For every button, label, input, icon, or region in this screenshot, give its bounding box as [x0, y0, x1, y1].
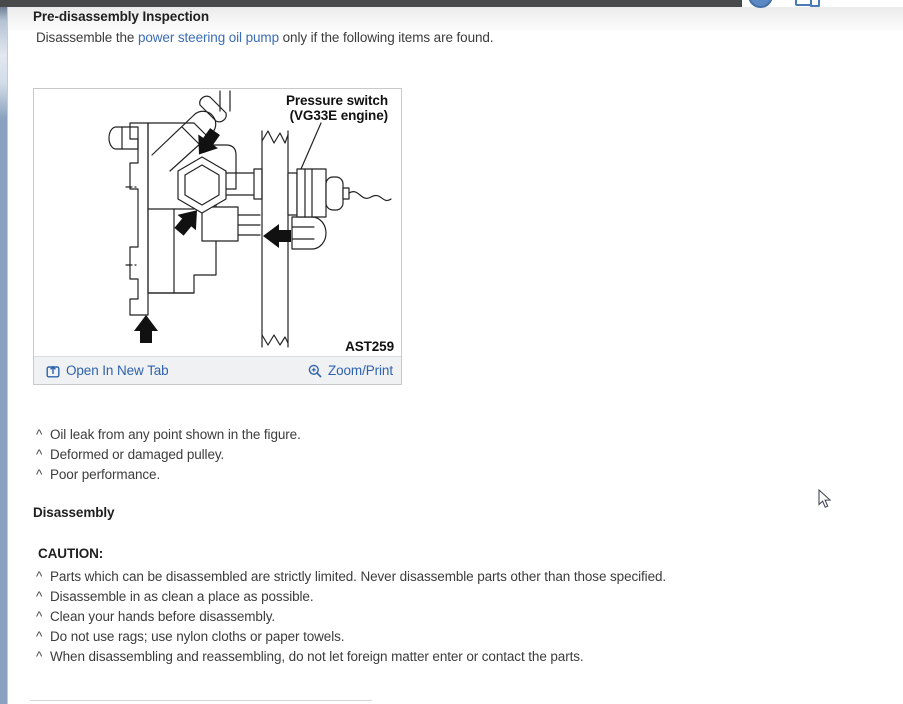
caret-bullet: ^: [36, 467, 43, 482]
next-section-divider: [30, 700, 372, 701]
open-in-new-tab-label: Open In New Tab: [66, 363, 169, 378]
list-item: [36, 587, 666, 607]
power-steering-oil-pump-link[interactable]: power steering oil pump: [137, 30, 279, 45]
caret-bullet: ^: [36, 589, 43, 604]
list-item: [36, 567, 666, 587]
list-item-text: Parts which can be disassembled are strictly limited. Never disassemble parts other than those specified.: [50, 569, 667, 584]
caret-bullet: ^: [36, 629, 43, 644]
list-item: [36, 425, 301, 445]
list-item-text: Clean your hands before disassembly.: [50, 609, 276, 624]
caution-items-list: [36, 567, 666, 667]
list-item: [36, 445, 301, 465]
caret-bullet: ^: [36, 427, 43, 442]
inspection-items-list: [36, 425, 301, 485]
list-item-text: Do not use rags; use nylon cloths or paper towels.: [50, 629, 345, 644]
caret-bullet: ^: [36, 609, 43, 624]
zoom-plus-icon: [308, 364, 322, 378]
figure-toolbar: [34, 356, 401, 384]
intro-paragraph: [36, 30, 493, 45]
printer-icon[interactable]: [795, 0, 819, 6]
open-in-new-tab-link[interactable]: [46, 363, 169, 378]
mouse-cursor: [818, 489, 832, 509]
callout-engine: (VG33E engine): [289, 108, 388, 123]
list-item-text: Poor performance.: [50, 467, 161, 482]
figure-card: [33, 88, 402, 385]
window-top-bar: [0, 0, 742, 7]
list-item-text: When disassembling and reassembling, do not let foreign matter enter or contact the parts.: [50, 649, 584, 664]
callout-pressure-switch: Pressure switch: [285, 93, 388, 108]
section-title-pre-disassembly: Pre-disassembly Inspection: [33, 9, 209, 24]
list-item: [36, 465, 301, 485]
zoom-print-link[interactable]: [308, 363, 393, 378]
list-item-text: Oil leak from any point shown in the figure.: [50, 427, 301, 442]
zoom-print-label: Zoom/Print: [327, 363, 393, 378]
list-item: [36, 647, 666, 667]
list-item-text: Deformed or damaged pulley.: [50, 447, 225, 462]
list-item: [36, 627, 666, 647]
caution-title: CAUTION:: [38, 546, 104, 561]
pump-diagram: [34, 89, 401, 356]
list-item-text: Disassemble in as clean a place as possible.: [50, 589, 314, 604]
caret-bullet: ^: [36, 569, 43, 584]
caret-bullet: ^: [36, 649, 43, 664]
left-scrollbar[interactable]: [0, 7, 8, 704]
figure-code: AST259: [345, 339, 394, 354]
caret-bullet: ^: [36, 447, 43, 462]
section-title-disassembly: Disassembly: [33, 505, 115, 520]
intro-text-after: only if the following items are found.: [278, 30, 494, 45]
open-in-new-tab-icon: [46, 364, 60, 378]
figure-image[interactable]: [34, 89, 401, 356]
intro-text-before: Disassemble the: [36, 30, 138, 45]
list-item: [36, 607, 666, 627]
